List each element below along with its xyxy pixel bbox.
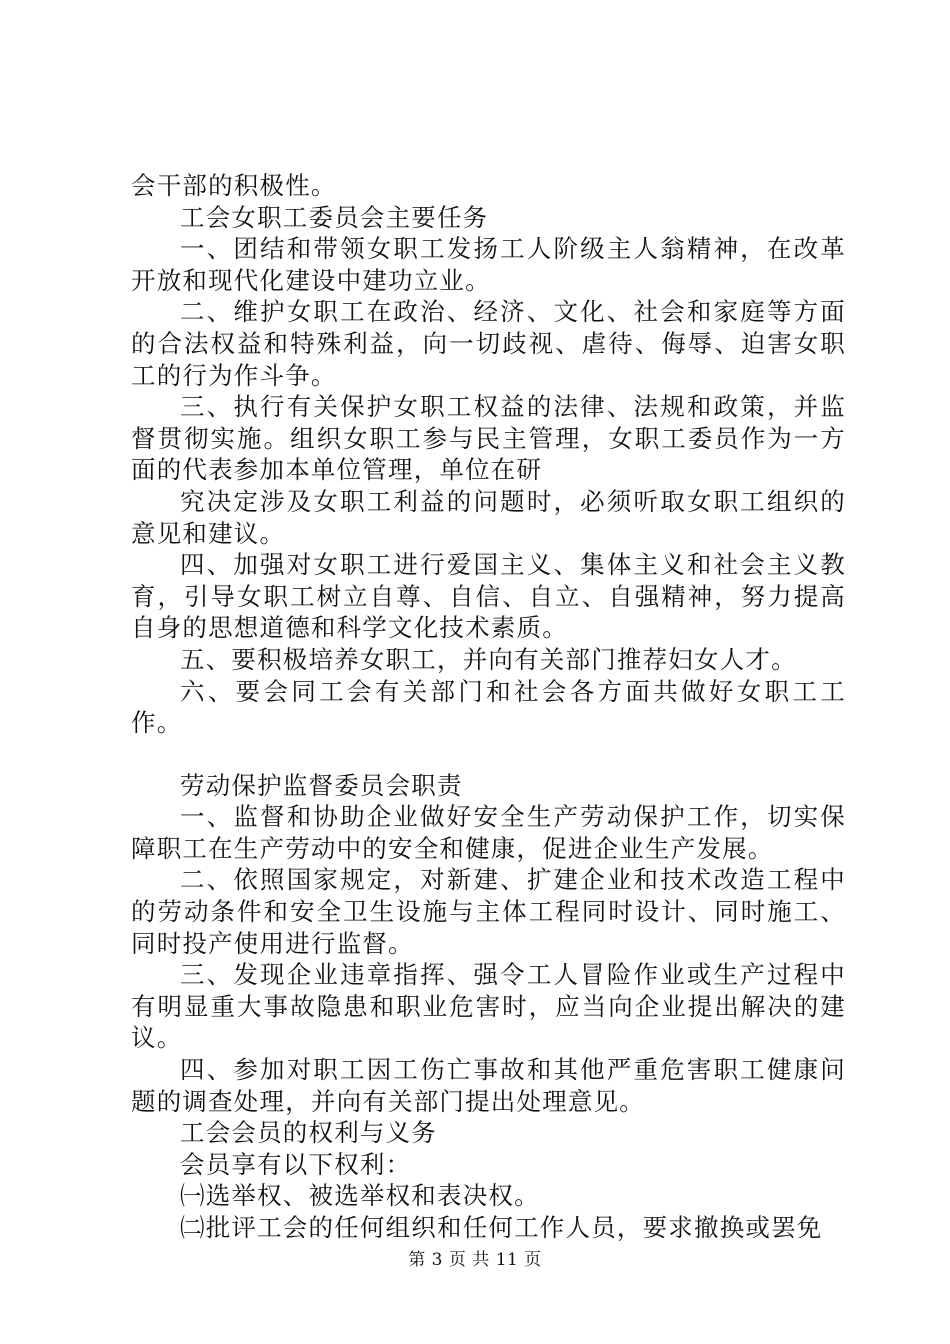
section-heading-member-rights: 工会会员的权利与义务 xyxy=(180,1118,437,1148)
paragraph: 三、执行有关保护女职工权益的法律、法规和政策，并监督贯彻实施。组织女职工参与民主管理，女职工委员作为一方面的代表参加本单位管理，单位在研 xyxy=(131,392,846,485)
paragraph: 一、监督和协助企业做好安全生产劳动保护工作，切实保障职工在生产劳动中的安全和健康，促进企业生产发展。 xyxy=(131,802,846,863)
paragraph: 一、团结和带领女职工发扬工人阶级主人翁精神，在改革开放和现代化建设中建功立业。 xyxy=(131,234,846,295)
section-heading-labor-protection: 劳动保护监督委员会职责 xyxy=(180,770,463,800)
paragraph: 六、要会同工会有关部门和社会各方面共做好女职工工作。 xyxy=(131,676,846,738)
list-item: ㈡批评工会的任何组织和任何工作人员，要求撤换或罢免 xyxy=(180,1213,823,1242)
paragraph-continued: 究决定涉及女职工利益的问题时，必须听取女职工组织的意见和建议。 xyxy=(131,486,846,548)
page-number-footer: 第 3 页 共 11 页 xyxy=(408,1250,542,1270)
document-body xyxy=(131,170,846,1244)
paragraph: 会员享有以下权利： xyxy=(180,1149,412,1179)
paragraph: 二、依照国家规定，对新建、扩建企业和技术改造工程中的劳动条件和安全卫生设施与主体工程同时设计、同时施工、同时投产使用进行监督。 xyxy=(131,865,846,958)
paragraph: 四、参加对职工因工伤亡事故和其他严重危害职工健康问题的调查处理，并向有关部门提出处理意见。 xyxy=(131,1055,846,1116)
paragraph: 二、维护女职工在政治、经济、文化、社会和家庭等方面的合法权益和特殊利益，向一切歧视、虐待、侮辱、迫害女职工的行为作斗争。 xyxy=(131,297,846,390)
list-item: ㈠选举权、被选举权和表决权。 xyxy=(180,1181,540,1211)
paragraph-continuation: 会干部的积极性。 xyxy=(131,171,337,200)
paragraph: 五、要积极培养女职工，并向有关部门推荐妇女人才。 xyxy=(180,644,797,674)
section-heading-women-committee: 工会女职工委员会主要任务 xyxy=(180,202,489,232)
paragraph: 四、加强对女职工进行爱国主义、集体主义和社会主义教育，引导女职工树立自尊、自信、自立、自强精神，努力提高自身的思想道德和科学文化技术素质。 xyxy=(131,550,846,643)
section-spacer xyxy=(131,739,846,770)
paragraph: 三、发现企业违章指挥、强令工人冒险作业或生产过程中有明显重大事故隐患和职业危害时，应当向企业提出解决的建议。 xyxy=(131,960,846,1053)
